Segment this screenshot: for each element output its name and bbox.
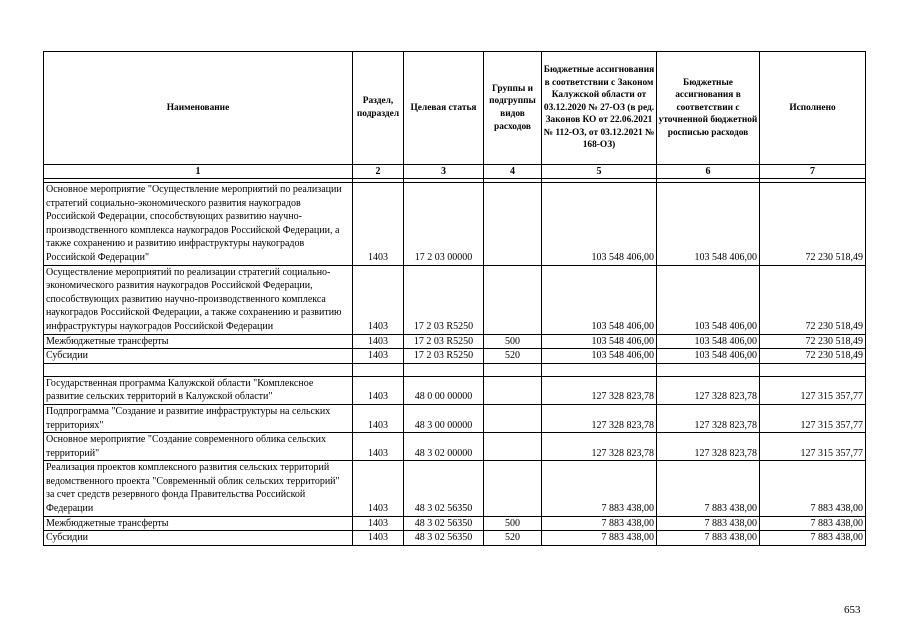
header-row bbox=[44, 52, 866, 165]
row-assign-list: 103 548 406,00 bbox=[657, 265, 760, 334]
row-group bbox=[484, 376, 542, 404]
row-name: Межбюджетные трансферты bbox=[44, 516, 353, 531]
row-name: Реализация проектов комплексного развития сельских территорий ведомственного проекта "Современный облик сельских территорий" за счет средств резервного фонда Правительства Российской Федерации bbox=[44, 461, 353, 516]
table-row bbox=[44, 265, 866, 334]
row-name: Субсидии bbox=[44, 349, 353, 364]
row-section: 1403 bbox=[353, 461, 404, 516]
row-executed: 127 315 357,77 bbox=[760, 404, 866, 432]
row-target: 17 2 03 R5250 bbox=[404, 265, 484, 334]
header-name: Наименование bbox=[44, 52, 353, 165]
row-section: 1403 bbox=[353, 349, 404, 364]
row-name: Государственная программа Калужской области "Комплексное развитие сельских территорий в Калужской области" bbox=[44, 376, 353, 404]
column-number: 5 bbox=[542, 165, 657, 179]
row-executed: 72 230 518,49 bbox=[760, 183, 866, 266]
row-executed: 7 883 438,00 bbox=[760, 531, 866, 546]
row-assign-list: 7 883 438,00 bbox=[657, 516, 760, 531]
row-name: Осуществление мероприятий по реализации стратегий социально-экономического развития наукоградов Российской Федерации, способствующих развитию научно-производственного комплекса наукоградов Российской Федерации, а также сохранению и развитию инфраструктуры наукоградов Российской Федерации bbox=[44, 265, 353, 334]
table-row bbox=[44, 461, 866, 516]
page-number: 653 bbox=[844, 604, 861, 616]
row-section: 1403 bbox=[353, 531, 404, 546]
row-assign-law: 127 328 823,78 bbox=[542, 404, 657, 432]
table-row bbox=[44, 433, 866, 461]
column-number: 6 bbox=[657, 165, 760, 179]
column-number: 2 bbox=[353, 165, 404, 179]
row-name: Основное мероприятие "Осуществление мероприятий по реализации стратегий социально-экономического развития наукоградов Российской Федерации, способствующих развитию научно-производственного комплекса наукоградов Российской Федерации, а также сохранению и развитию инфраструктуры наукоградов Российской Федерации" bbox=[44, 183, 353, 266]
spacer-row bbox=[44, 363, 866, 376]
row-group: 500 bbox=[484, 334, 542, 349]
table-row bbox=[44, 334, 866, 349]
row-target: 48 3 00 00000 bbox=[404, 404, 484, 432]
row-name: Субсидии bbox=[44, 531, 353, 546]
column-number: 3 bbox=[404, 165, 484, 179]
row-executed: 72 230 518,49 bbox=[760, 349, 866, 364]
table-row bbox=[44, 183, 866, 266]
row-group bbox=[484, 183, 542, 266]
row-target: 17 2 03 00000 bbox=[404, 183, 484, 266]
column-number: 1 bbox=[44, 165, 353, 179]
header-assign-list: Бюджетные ассигнования в соответствии с уточненной бюджетной росписью расходов bbox=[657, 52, 760, 165]
row-executed: 7 883 438,00 bbox=[760, 461, 866, 516]
header-target: Целевая статья bbox=[404, 52, 484, 165]
row-assign-list: 103 548 406,00 bbox=[657, 349, 760, 364]
row-section: 1403 bbox=[353, 516, 404, 531]
row-group bbox=[484, 404, 542, 432]
table-row bbox=[44, 531, 866, 546]
row-target: 48 3 02 56350 bbox=[404, 531, 484, 546]
row-section: 1403 bbox=[353, 334, 404, 349]
column-number: 7 bbox=[760, 165, 866, 179]
header-executed: Исполнено bbox=[760, 52, 866, 165]
row-executed: 7 883 438,00 bbox=[760, 516, 866, 531]
row-executed: 72 230 518,49 bbox=[760, 334, 866, 349]
row-section: 1403 bbox=[353, 404, 404, 432]
row-assign-list: 103 548 406,00 bbox=[657, 334, 760, 349]
row-section: 1403 bbox=[353, 265, 404, 334]
row-assign-law: 103 548 406,00 bbox=[542, 349, 657, 364]
budget-table bbox=[43, 51, 866, 546]
row-target: 17 2 03 R5250 bbox=[404, 349, 484, 364]
row-section: 1403 bbox=[353, 183, 404, 266]
row-target: 17 2 03 R5250 bbox=[404, 334, 484, 349]
row-section: 1403 bbox=[353, 376, 404, 404]
row-assign-law: 7 883 438,00 bbox=[542, 461, 657, 516]
header-groups: Группы и подгруппы видов расходов bbox=[484, 52, 542, 165]
row-group: 520 bbox=[484, 349, 542, 364]
header-section: Раздел, подраздел bbox=[353, 52, 404, 165]
row-target: 48 3 02 00000 bbox=[404, 433, 484, 461]
row-assign-list: 127 328 823,78 bbox=[657, 404, 760, 432]
row-assign-law: 103 548 406,00 bbox=[542, 183, 657, 266]
row-assign-list: 103 548 406,00 bbox=[657, 183, 760, 266]
row-executed: 127 315 357,77 bbox=[760, 376, 866, 404]
row-executed: 72 230 518,49 bbox=[760, 265, 866, 334]
table-row bbox=[44, 349, 866, 364]
table-row bbox=[44, 516, 866, 531]
row-assign-list: 7 883 438,00 bbox=[657, 531, 760, 546]
row-group bbox=[484, 433, 542, 461]
row-assign-law: 127 328 823,78 bbox=[542, 433, 657, 461]
table-row bbox=[44, 376, 866, 404]
row-assign-list: 127 328 823,78 bbox=[657, 376, 760, 404]
table-row bbox=[44, 404, 866, 432]
row-group: 520 bbox=[484, 531, 542, 546]
row-name: Подпрограмма "Создание и развитие инфраструктуры на сельских территориях" bbox=[44, 404, 353, 432]
row-assign-law: 103 548 406,00 bbox=[542, 265, 657, 334]
row-target: 48 3 02 56350 bbox=[404, 461, 484, 516]
row-section: 1403 bbox=[353, 433, 404, 461]
row-assign-list: 7 883 438,00 bbox=[657, 461, 760, 516]
row-assign-list: 127 328 823,78 bbox=[657, 433, 760, 461]
row-assign-law: 7 883 438,00 bbox=[542, 516, 657, 531]
row-target: 48 3 02 56350 bbox=[404, 516, 484, 531]
column-number-row bbox=[44, 165, 866, 179]
column-number: 4 bbox=[484, 165, 542, 179]
row-group: 500 bbox=[484, 516, 542, 531]
row-executed: 127 315 357,77 bbox=[760, 433, 866, 461]
row-name: Межбюджетные трансферты bbox=[44, 334, 353, 349]
row-assign-law: 127 328 823,78 bbox=[542, 376, 657, 404]
row-name: Основное мероприятие "Создание современного облика сельских территорий" bbox=[44, 433, 353, 461]
row-target: 48 0 00 00000 bbox=[404, 376, 484, 404]
row-group bbox=[484, 461, 542, 516]
header-assign-law: Бюджетные ассигнования в соответствии с Законом Калужской области от 03.12.2020 № 27-ОЗ (в ред. Законов КО от 22.06.2021 № 112-ОЗ, от 03.12.2021 № 168-ОЗ) bbox=[542, 52, 657, 165]
row-assign-law: 103 548 406,00 bbox=[542, 334, 657, 349]
row-group bbox=[484, 265, 542, 334]
row-assign-law: 7 883 438,00 bbox=[542, 531, 657, 546]
